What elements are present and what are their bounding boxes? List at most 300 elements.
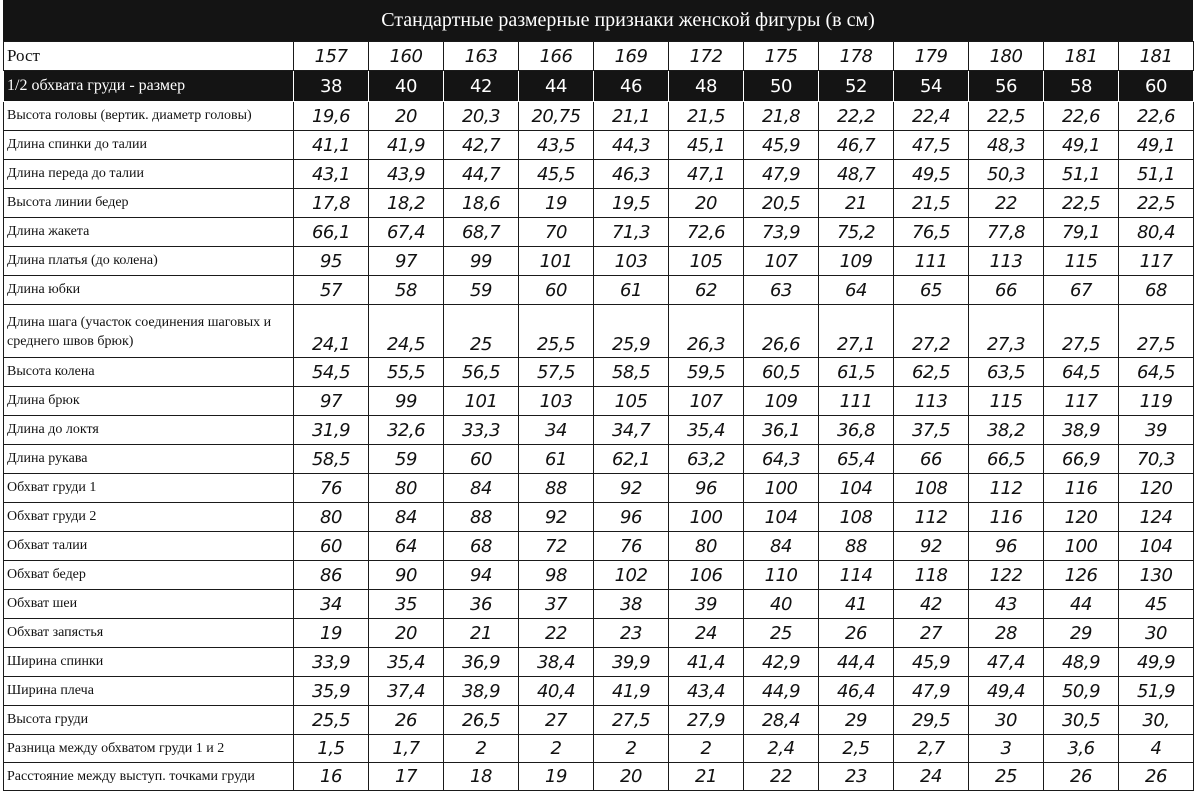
row-label: Длина шага (участок соединения шаговых и среднего швов брюк) (4, 305, 294, 358)
table-cell: 22 (969, 189, 1044, 218)
table-cell: 59,5 (669, 358, 744, 387)
table-cell: 27,1 (819, 305, 894, 358)
table-cell: 48,7 (819, 160, 894, 189)
table-cell: 32,6 (369, 416, 444, 445)
table-cell: 68,7 (444, 218, 519, 247)
table-cell: 72,6 (669, 218, 744, 247)
table-cell: 43,9 (369, 160, 444, 189)
table-cell: 103 (519, 387, 594, 416)
table-cell: 29 (1044, 619, 1119, 648)
table-cell: 24,1 (294, 305, 369, 358)
table-cell: 3 (969, 735, 1044, 763)
table-cell: 46,7 (819, 131, 894, 160)
table-cell: 54 (894, 71, 969, 102)
table-cell: 36,1 (744, 416, 819, 445)
table-cell: 109 (819, 247, 894, 276)
table-cell: 45,5 (519, 160, 594, 189)
table-cell: 101 (444, 387, 519, 416)
table-cell: 179 (894, 42, 969, 71)
table-cell: 44,4 (819, 648, 894, 677)
table-cell: 107 (669, 387, 744, 416)
table-cell: 2,5 (819, 735, 894, 763)
table-cell: 56 (969, 71, 1044, 102)
table-cell: 25,5 (519, 305, 594, 358)
table-cell: 26 (369, 706, 444, 735)
table-cell: 17 (369, 763, 444, 791)
table-cell: 118 (894, 561, 969, 590)
table-cell: 90 (369, 561, 444, 590)
table-row (4, 247, 1194, 276)
table-cell: 95 (294, 247, 369, 276)
table-cell: 35 (369, 590, 444, 619)
table-cell: 47,5 (894, 131, 969, 160)
table-row (4, 276, 1194, 305)
table-cell: 2 (444, 735, 519, 763)
table-row (4, 160, 1194, 189)
table-row (4, 416, 1194, 445)
table-cell: 38,9 (444, 677, 519, 706)
table-row (4, 131, 1194, 160)
table-cell: 35,9 (294, 677, 369, 706)
table-cell: 112 (894, 503, 969, 532)
table-cell: 40 (744, 590, 819, 619)
table-cell: 79,1 (1044, 218, 1119, 247)
table-cell: 21,8 (744, 102, 819, 131)
table-cell: 47,9 (744, 160, 819, 189)
table-row (4, 102, 1194, 131)
table-cell: 108 (894, 474, 969, 503)
table-cell: 67 (1044, 276, 1119, 305)
table-cell: 84 (444, 474, 519, 503)
table-title: Стандартные размерные признаки женской фигуры (в см) (381, 9, 875, 31)
table-cell: 88 (519, 474, 594, 503)
table-cell: 18 (444, 763, 519, 791)
table-cell: 47,9 (894, 677, 969, 706)
table-row (4, 706, 1194, 735)
table-cell: 44,7 (444, 160, 519, 189)
table-cell: 60 (294, 532, 369, 561)
table-cell: 42 (894, 590, 969, 619)
table-cell: 26 (1044, 763, 1119, 791)
table-cell: 113 (894, 387, 969, 416)
table-cell: 40 (369, 71, 444, 102)
table-cell: 30,5 (1044, 706, 1119, 735)
table-cell: 27,5 (594, 706, 669, 735)
table-cell: 181 (1119, 42, 1194, 71)
table-cell: 27 (894, 619, 969, 648)
table-cell: 115 (969, 387, 1044, 416)
table-cell: 92 (519, 503, 594, 532)
table-cell: 104 (1119, 532, 1194, 561)
table-cell: 99 (369, 387, 444, 416)
table-cell: 50,9 (1044, 677, 1119, 706)
row-label: Расстояние между выступ. точками груди (4, 763, 294, 791)
table-cell: 20 (669, 189, 744, 218)
table-cell: 107 (744, 247, 819, 276)
table-cell: 160 (369, 42, 444, 71)
table-cell: 42,7 (444, 131, 519, 160)
table-cell: 49,1 (1044, 131, 1119, 160)
table-cell: 51,9 (1119, 677, 1194, 706)
table-cell: 49,5 (894, 160, 969, 189)
table-cell: 43,4 (669, 677, 744, 706)
table-cell: 104 (744, 503, 819, 532)
table-cell: 60 (444, 445, 519, 474)
table-cell: 28 (969, 619, 1044, 648)
table-cell: 25,9 (594, 305, 669, 358)
table-cell: 24 (669, 619, 744, 648)
table-cell: 20,75 (519, 102, 594, 131)
table-row (4, 445, 1194, 474)
table-cell: 27,2 (894, 305, 969, 358)
table-cell: 30 (969, 706, 1044, 735)
row-label: Длина юбки (4, 276, 294, 305)
table-cell: 96 (969, 532, 1044, 561)
table-cell: 1,5 (294, 735, 369, 763)
table-row (4, 474, 1194, 503)
table-cell: 52 (819, 71, 894, 102)
table-cell: 47,1 (669, 160, 744, 189)
table-cell: 61,5 (819, 358, 894, 387)
table-cell: 44 (519, 71, 594, 102)
table-row (4, 305, 1194, 358)
table-cell: 38,4 (519, 648, 594, 677)
table-cell: 41 (819, 590, 894, 619)
table-cell: 71,3 (594, 218, 669, 247)
table-cell: 75,2 (819, 218, 894, 247)
table-cell: 41,9 (594, 677, 669, 706)
table-cell: 98 (519, 561, 594, 590)
table-cell: 49,9 (1119, 648, 1194, 677)
row-label: 1/2 обхвата груди - размер (4, 71, 294, 102)
table-cell: 21,1 (594, 102, 669, 131)
table-cell: 2,4 (744, 735, 819, 763)
row-label: Высота груди (4, 706, 294, 735)
row-label: Высота головы (вертик. диаметр головы) (4, 102, 294, 131)
table-cell: 40,4 (519, 677, 594, 706)
table-cell: 30, (1119, 706, 1194, 735)
table-cell: 36 (444, 590, 519, 619)
table-cell: 19 (294, 619, 369, 648)
table-cell: 80 (294, 503, 369, 532)
table-cell: 26,6 (744, 305, 819, 358)
table-cell: 63 (744, 276, 819, 305)
table-cell: 20,5 (744, 189, 819, 218)
table-cell: 45,9 (894, 648, 969, 677)
table-row (4, 677, 1194, 706)
table-cell: 70,3 (1119, 445, 1194, 474)
table-cell: 73,9 (744, 218, 819, 247)
table-cell: 64,5 (1119, 358, 1194, 387)
table-cell: 157 (294, 42, 369, 71)
table-cell: 16 (294, 763, 369, 791)
row-label: Длина жакета (4, 218, 294, 247)
table-cell: 76 (294, 474, 369, 503)
table-cell: 169 (594, 42, 669, 71)
table-cell: 42,9 (744, 648, 819, 677)
table-cell: 65,4 (819, 445, 894, 474)
table-cell: 101 (519, 247, 594, 276)
table-cell: 23 (819, 763, 894, 791)
table-cell: 124 (1119, 503, 1194, 532)
table-cell: 25 (744, 619, 819, 648)
table-cell: 100 (744, 474, 819, 503)
table-cell: 33,3 (444, 416, 519, 445)
table-cell: 60,5 (744, 358, 819, 387)
table-cell: 2 (519, 735, 594, 763)
table-cell: 60 (519, 276, 594, 305)
table-cell: 20 (369, 619, 444, 648)
table-cell: 24 (894, 763, 969, 791)
table-row (4, 42, 1194, 71)
table-cell: 43,5 (519, 131, 594, 160)
row-label: Длина переда до талии (4, 160, 294, 189)
table-cell: 41,1 (294, 131, 369, 160)
table-cell: 106 (669, 561, 744, 590)
table-cell: 19 (519, 189, 594, 218)
table-cell: 45 (1119, 590, 1194, 619)
table-cell: 1,7 (369, 735, 444, 763)
table-cell: 21,5 (669, 102, 744, 131)
table-cell: 57 (294, 276, 369, 305)
table-cell: 27 (519, 706, 594, 735)
table-cell: 19 (519, 763, 594, 791)
table-cell: 2 (594, 735, 669, 763)
table-cell: 46,3 (594, 160, 669, 189)
table-cell: 86 (294, 561, 369, 590)
table-cell: 48,3 (969, 131, 1044, 160)
table-cell: 24,5 (369, 305, 444, 358)
table-cell: 48 (669, 71, 744, 102)
table-cell: 61 (519, 445, 594, 474)
table-row (4, 71, 1194, 102)
table-cell: 35,4 (369, 648, 444, 677)
table-cell: 63,5 (969, 358, 1044, 387)
table-cell: 48,9 (1044, 648, 1119, 677)
table-cell: 62,5 (894, 358, 969, 387)
table-cell: 113 (969, 247, 1044, 276)
table-cell: 26 (1119, 763, 1194, 791)
row-label: Обхват бедер (4, 561, 294, 590)
table-cell: 63,2 (669, 445, 744, 474)
table-cell: 111 (819, 387, 894, 416)
table-cell: 36,8 (819, 416, 894, 445)
table-cell: 64 (819, 276, 894, 305)
table-cell: 58 (369, 276, 444, 305)
table-cell: 97 (294, 387, 369, 416)
table-cell: 46 (594, 71, 669, 102)
table-cell: 112 (969, 474, 1044, 503)
table-cell: 68 (444, 532, 519, 561)
table-cell: 19,6 (294, 102, 369, 131)
table-cell: 92 (594, 474, 669, 503)
table-cell: 22,5 (1119, 189, 1194, 218)
table-cell: 102 (594, 561, 669, 590)
title-bar (3, 0, 1193, 41)
row-label: Обхват груди 1 (4, 474, 294, 503)
table-cell: 100 (669, 503, 744, 532)
table-cell: 66,5 (969, 445, 1044, 474)
table-cell: 38 (594, 590, 669, 619)
table-cell: 49,4 (969, 677, 1044, 706)
table-cell: 22,5 (969, 102, 1044, 131)
row-label: Ширина плеча (4, 677, 294, 706)
table-cell: 22 (519, 619, 594, 648)
table-cell: 92 (894, 532, 969, 561)
table-cell: 117 (1044, 387, 1119, 416)
table-cell: 59 (444, 276, 519, 305)
table-cell: 42 (444, 71, 519, 102)
row-label: Обхват запястья (4, 619, 294, 648)
table-cell: 45,1 (669, 131, 744, 160)
row-label: Ширина спинки (4, 648, 294, 677)
table-cell: 166 (519, 42, 594, 71)
table-cell: 65 (894, 276, 969, 305)
table-cell: 22,6 (1044, 102, 1119, 131)
table-cell: 103 (594, 247, 669, 276)
table-cell: 175 (744, 42, 819, 71)
table-cell: 37,5 (894, 416, 969, 445)
table-cell: 18,2 (369, 189, 444, 218)
table-cell: 108 (819, 503, 894, 532)
table-cell: 172 (669, 42, 744, 71)
table-row (4, 218, 1194, 247)
table-cell: 66 (969, 276, 1044, 305)
row-label: Рост (4, 42, 294, 71)
table-cell: 37,4 (369, 677, 444, 706)
table-cell: 54,5 (294, 358, 369, 387)
table-cell: 66,1 (294, 218, 369, 247)
table-cell: 25 (969, 763, 1044, 791)
table-cell: 29 (819, 706, 894, 735)
table-cell: 66 (894, 445, 969, 474)
table-cell: 30 (1119, 619, 1194, 648)
table-cell: 105 (594, 387, 669, 416)
table-row (4, 387, 1194, 416)
table-cell: 21 (669, 763, 744, 791)
table-cell: 45,9 (744, 131, 819, 160)
table-cell: 80,4 (1119, 218, 1194, 247)
table-cell: 84 (744, 532, 819, 561)
table-row (4, 532, 1194, 561)
table-cell: 38,9 (1044, 416, 1119, 445)
row-label: Длина до локтя (4, 416, 294, 445)
table-cell: 111 (894, 247, 969, 276)
table-cell: 34 (519, 416, 594, 445)
table-cell: 61 (594, 276, 669, 305)
table-cell: 120 (1119, 474, 1194, 503)
table-cell: 163 (444, 42, 519, 71)
row-label: Разница между обхватом груди 1 и 2 (4, 735, 294, 763)
table-cell: 41,4 (669, 648, 744, 677)
table-cell: 39 (1119, 416, 1194, 445)
table-cell: 18,6 (444, 189, 519, 218)
table-cell: 62 (669, 276, 744, 305)
table-cell: 80 (369, 474, 444, 503)
table-cell: 114 (819, 561, 894, 590)
table-cell: 22,6 (1119, 102, 1194, 131)
table-cell: 43,1 (294, 160, 369, 189)
table-cell: 76,5 (894, 218, 969, 247)
table-cell: 21,5 (894, 189, 969, 218)
table-cell: 116 (969, 503, 1044, 532)
table-cell: 39 (669, 590, 744, 619)
table-cell: 22,4 (894, 102, 969, 131)
table-row (4, 561, 1194, 590)
table-cell: 50 (744, 71, 819, 102)
table-cell: 17,8 (294, 189, 369, 218)
table-cell: 56,5 (444, 358, 519, 387)
table-cell: 27,5 (1044, 305, 1119, 358)
table-cell: 25 (444, 305, 519, 358)
table-cell: 122 (969, 561, 1044, 590)
row-label: Длина спинки до талии (4, 131, 294, 160)
table-cell: 180 (969, 42, 1044, 71)
table-cell: 66,9 (1044, 445, 1119, 474)
table-row (4, 735, 1194, 763)
table-cell: 181 (1044, 42, 1119, 71)
table-cell: 20,3 (444, 102, 519, 131)
table-cell: 21 (444, 619, 519, 648)
table-cell: 67,4 (369, 218, 444, 247)
table-row (4, 590, 1194, 619)
table-cell: 20 (594, 763, 669, 791)
table-cell: 26,3 (669, 305, 744, 358)
table-cell: 80 (669, 532, 744, 561)
table-row (4, 619, 1194, 648)
table-cell: 97 (369, 247, 444, 276)
table-cell: 100 (1044, 532, 1119, 561)
table-cell: 43 (969, 590, 1044, 619)
table-cell: 27,9 (669, 706, 744, 735)
table-cell: 62,1 (594, 445, 669, 474)
table-cell: 58,5 (594, 358, 669, 387)
table-cell: 70 (519, 218, 594, 247)
table-row (4, 358, 1194, 387)
table-cell: 2,7 (894, 735, 969, 763)
row-label: Длина платья (до колена) (4, 247, 294, 276)
row-label: Обхват шеи (4, 590, 294, 619)
table-cell: 26,5 (444, 706, 519, 735)
table-cell: 109 (744, 387, 819, 416)
table-cell: 51,1 (1119, 160, 1194, 189)
table-cell: 88 (444, 503, 519, 532)
size-table (3, 41, 1194, 791)
table-cell: 99 (444, 247, 519, 276)
table-cell: 38 (294, 71, 369, 102)
table-cell: 110 (744, 561, 819, 590)
table-cell: 46,4 (819, 677, 894, 706)
table-cell: 84 (369, 503, 444, 532)
table-cell: 64 (369, 532, 444, 561)
table-cell: 28,4 (744, 706, 819, 735)
row-label: Высота линии бедер (4, 189, 294, 218)
table-cell: 64,3 (744, 445, 819, 474)
row-label: Длина брюк (4, 387, 294, 416)
table-cell: 39,9 (594, 648, 669, 677)
table-cell: 44,9 (744, 677, 819, 706)
table-cell: 117 (1119, 247, 1194, 276)
table-cell: 19,5 (594, 189, 669, 218)
table-cell: 35,4 (669, 416, 744, 445)
table-cell: 116 (1044, 474, 1119, 503)
table-cell: 68 (1119, 276, 1194, 305)
table-cell: 34,7 (594, 416, 669, 445)
table-cell: 2 (669, 735, 744, 763)
table-cell: 26 (819, 619, 894, 648)
table-cell: 57,5 (519, 358, 594, 387)
table-cell: 27,5 (1119, 305, 1194, 358)
